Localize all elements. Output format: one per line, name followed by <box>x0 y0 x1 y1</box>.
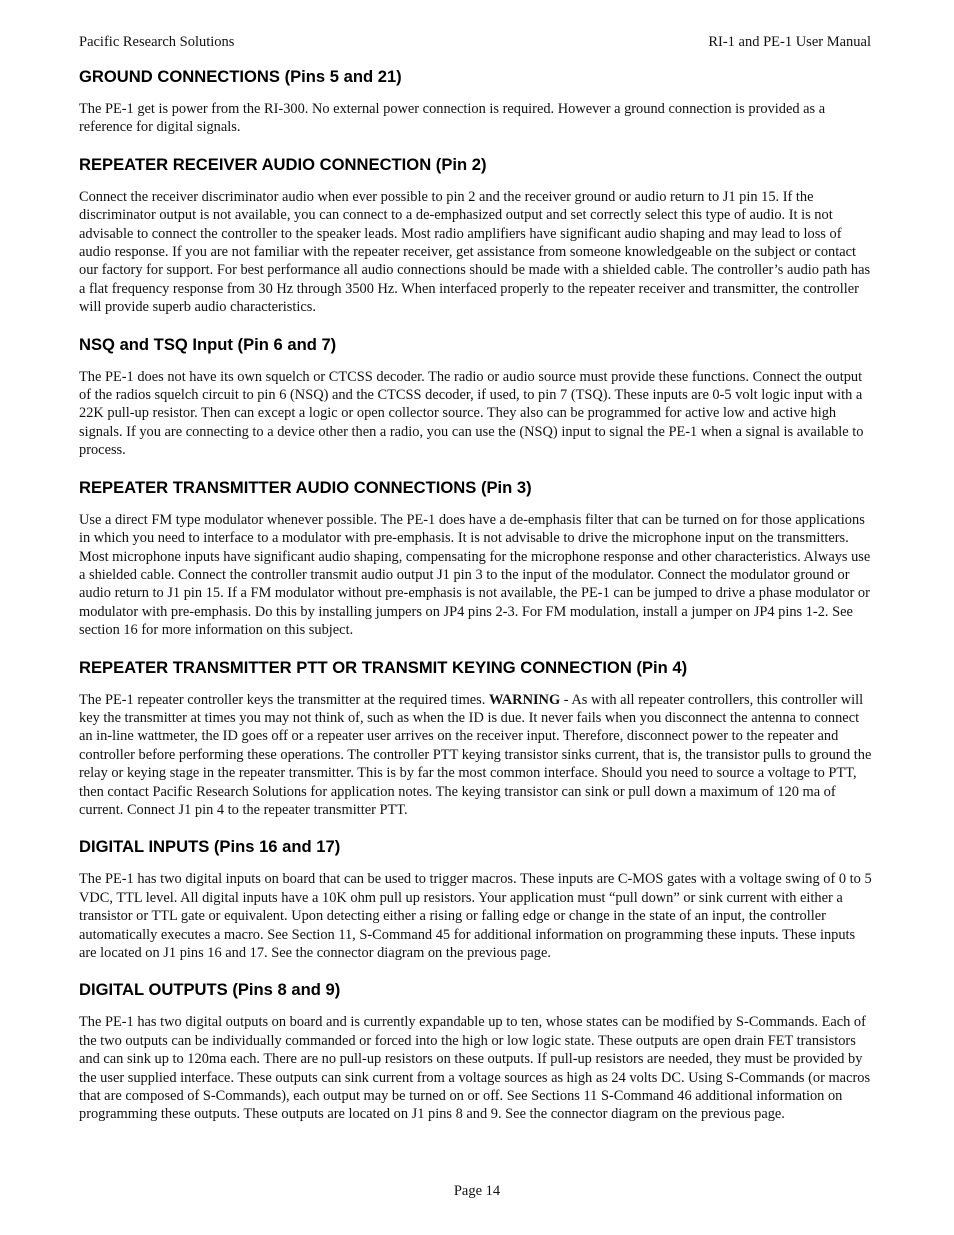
section-heading: REPEATER TRANSMITTER AUDIO CONNECTIONS (Pin 3) <box>79 477 532 497</box>
section-heading: GROUND CONNECTIONS (Pins 5 and 21) <box>79 67 402 86</box>
page-header <box>79 34 871 52</box>
header-company: Pacific Research Solutions <box>79 34 235 50</box>
section-paragraph: Connect the receiver discriminator audio when ever possible to pin 2 and the receiver ground or audio return to J1 pin 15. If the discriminator output is not available, you can connect to a de-emphasized output and set correctly select this type of audio. It is not advisable to connect the controller to the speaker leads. Most radio amplifiers have significant audio shaping and may lead to loss of audio response. If you are not familiar with the repeater receiver, get assistance from someone knowledgeable on the subject or contact our factory for support. For best performance all audio connections should be made with a shielded cable. The controller’s audio path has a flat frequency response from 30 Hz through 3500 Hz. When interfaced properly to the repeater receiver and transmitter, the controller will provide superb audio characteristics. <box>79 188 871 316</box>
section-digital-inputs <box>79 836 875 962</box>
page-number: Page 14 <box>453 1183 501 1199</box>
section-paragraph <box>79 691 875 820</box>
section-transmitter-ptt <box>79 657 875 820</box>
paragraph-text: The PE-1 repeater controller keys the transmitter at the required times. <box>79 691 489 708</box>
section-paragraph: The PE-1 get is power from the RI-300. No external power connection is required. However a ground connection is provided as a reference for digital signals. <box>79 101 826 136</box>
section-heading: DIGITAL OUTPUTS (Pins 8 and 9) <box>79 980 341 1000</box>
section-heading: REPEATER RECEIVER AUDIO CONNECTION (Pin 2) <box>79 154 487 174</box>
section-paragraph: The PE-1 has two digital outputs on board and is currently expandable up to ten, whose states can be modified by S-Commands. Each of the two outputs can be individually commanded or forced into the high or low logic state. These outputs are open drain FET transistors and can sink up to 120ma each. There are no pull-up resistors on these outputs. If pull-up resistors are needed, they must be provided by the user supplied interface. These outputs can sink current from a voltage sources as high as 24 volts DC. Using S-Commands (or macros that are composed of S-Commands), each output may be turned on or off. See Sections 11 S-Command 46 additional information on programming these outputs. These outputs are located on J1 pins 8 and 9. See the connector diagram on the previous page. <box>79 1014 871 1123</box>
section-digital-outputs <box>79 979 875 1123</box>
paragraph-text: - As with all repeater controllers, this controller will key the transmitter at times you may not think of, such as when the ID is due. It never fails when you disconnect the antenna to connect an in-line wattmeter, the ID goes off or a repeater user arrives on the receiver input. Therefore, disconnect power to the repeater and controller before performing these operations. The controller PTT keying transistor sinks current, that is, the transistor pulls to ground the relay or keying stage in the repeater transmitter. This is by far the most common interface. Should you need to source a voltage to PTT, then contact Pacific Research Solutions for application notes. The keying transistor can sink or pull down a maximum of 120 ma of current. Connect J1 pin 4 to the repeater transmitter PTT. <box>79 691 872 818</box>
section-heading: NSQ and TSQ Input (Pin 6 and 7) <box>79 334 337 354</box>
section-heading: DIGITAL INPUTS (Pins 16 and 17) <box>79 837 341 857</box>
section-heading: REPEATER TRANSMITTER PTT OR TRANSMIT KEYING CONNECTION (Pin 4) <box>79 657 688 677</box>
section-ground-connections <box>79 66 875 137</box>
header-manual-title: RI-1 and PE-1 User Manual <box>708 34 871 50</box>
section-nsq-tsq-input <box>79 334 875 460</box>
page-content <box>79 66 875 1141</box>
section-transmitter-audio <box>79 477 875 640</box>
section-receiver-audio <box>79 154 875 317</box>
section-paragraph: The PE-1 has two digital inputs on board that can be used to trigger macros. These inputs are C-MOS gates with a voltage swing of 0 to 5 VDC, TTL level. All digital inputs have a 10K ohm pull up resistors. Your application must “pull down” or sink current with either a transistor or TTL gate or equivalent. Upon detecting either a rising or falling edge or change in the state of an input, the controller automatically executes a macro. See Section 11, S-Command 45 for additional information on programming these inputs. These inputs are located on J1 pins 16 and 17. See the connector diagram on the previous page. <box>79 871 872 961</box>
section-paragraph: Use a direct FM type modulator whenever possible. The PE-1 does have a de-emphasis filter that can be turned on for those applications in which you need to interface to a modulator with pre-emphasis. It is not advisable to drive the microphone input on the transmitters. Most microphone inputs have significant audio shaping, compensating for the microphone response and other characteristics. Always use a shielded cable. Connect the controller transmit audio output J1 pin 3 to the input of the modulator. Connect the modulator ground or audio return to J1 pin 15. If a FM modulator without pre-emphasis is not available, the PE-1 can be jumped to drive a phase modulator or modulator with pre-emphasis. Do this by installing jumpers on JP4 pins 2-3. For FM modulation, install a jumper on JP4 pins 1-2. See section 16 for more information on this subject. <box>79 511 871 639</box>
section-paragraph: The PE-1 does not have its own squelch or CTCSS decoder. The radio or audio source must provide these functions. Connect the output of the radios squelch circuit to pin 6 (NSQ) and the CTCSS decoder, if used, to pin 7 (TSQ). These inputs are 0-5 volt logic input with a 22K pull-up resistor. Then can except a logic or open collector source. They also can be programmed for active low and active high signals. If you are connecting to a device other then a radio, you can use the (NSQ) input to signal the PE-1 when a signal is available to process. <box>79 368 864 459</box>
warning-label: WARNING <box>488 691 561 708</box>
